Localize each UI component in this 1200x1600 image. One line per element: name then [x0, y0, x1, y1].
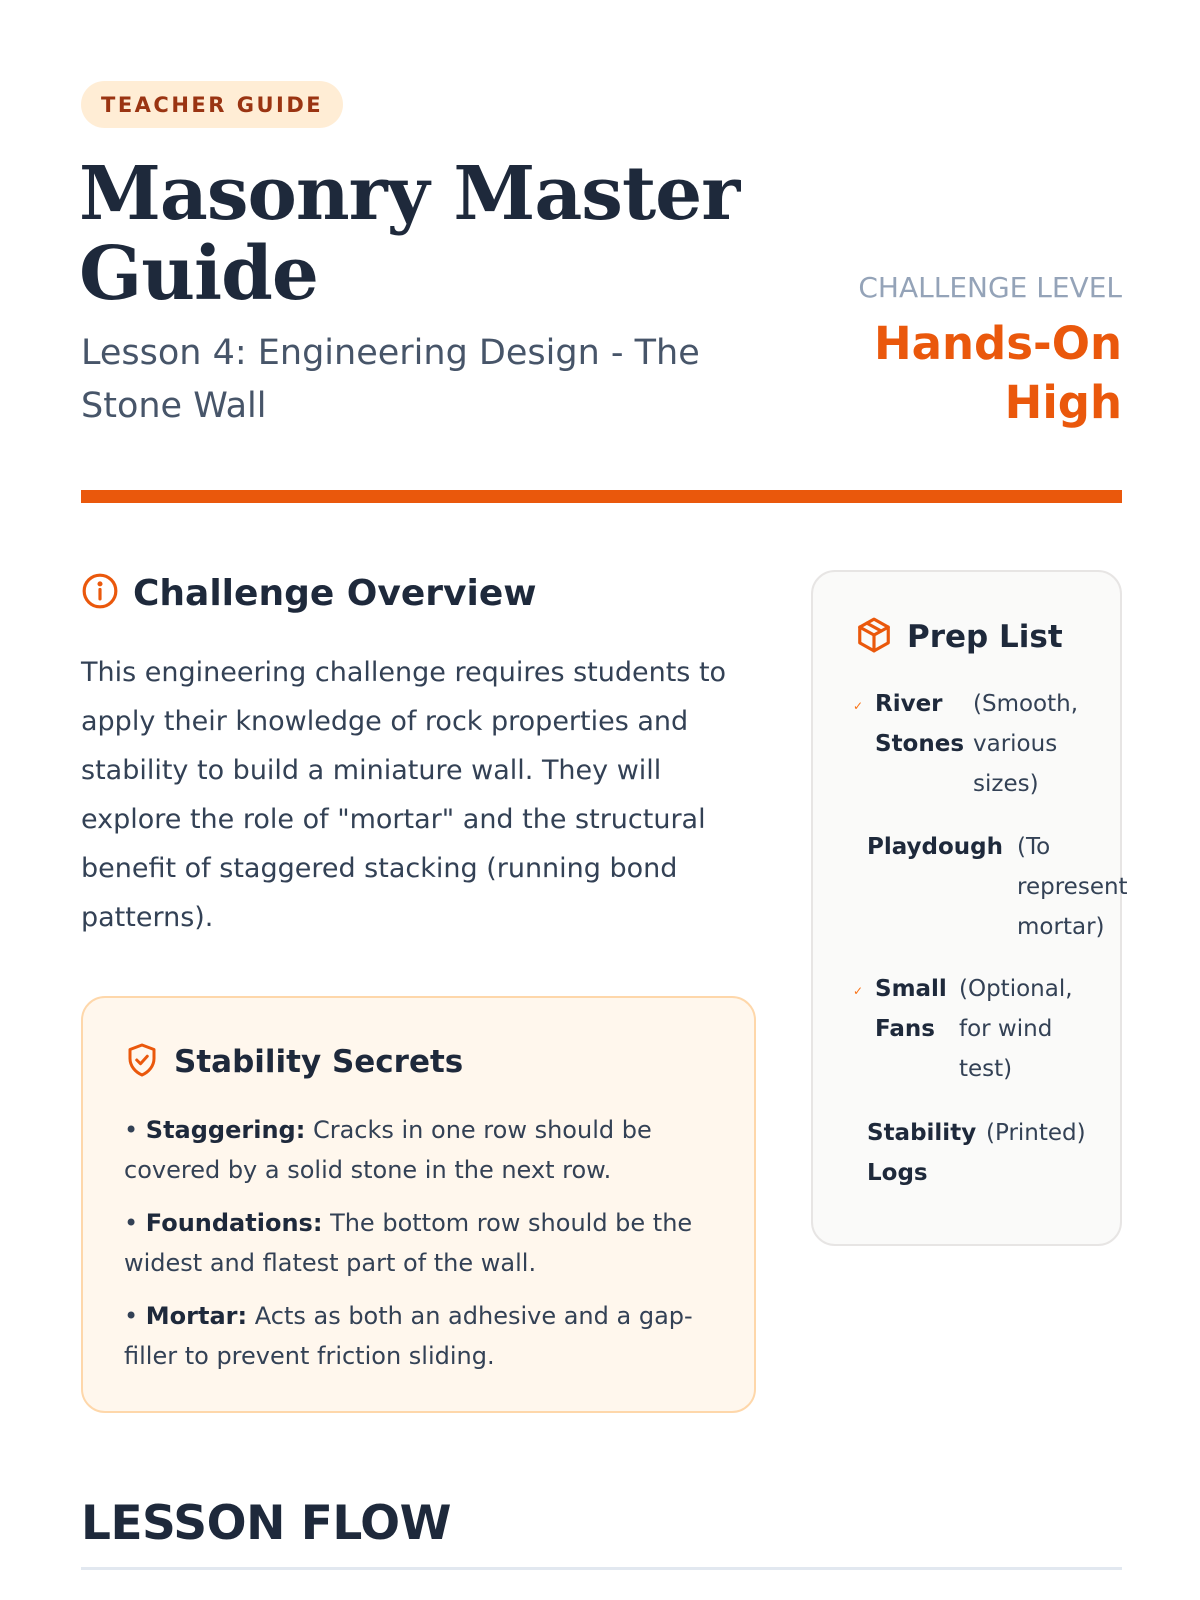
lesson-subtitle: Lesson 4: Engineering Design - The Stone Wall: [81, 333, 700, 426]
lesson-flow-heading: LESSON FLOW: [81, 1496, 451, 1551]
stability-term: Foundations:: [145, 1209, 323, 1237]
stability-term: Mortar:: [145, 1302, 248, 1330]
challenge-overview-heading: [81, 572, 537, 614]
prep-item-note: (Optional, for wind test): [959, 976, 1073, 1082]
prep-item-name: Playdough: [867, 834, 1004, 860]
list-item: • Staggering: Cracks in one row should be covered by a solid stone in the next row.: [124, 1116, 652, 1184]
challenge-level-value: Hands-On High: [873, 317, 1122, 429]
list-item: [867, 1113, 1086, 1193]
stability-text: Acts as both an adhesive and a gap-filler to prevent friction sliding.: [124, 1302, 693, 1370]
stability-secrets-title: Stability Secrets: [174, 1044, 464, 1080]
challenge-overview-title: Challenge Overview: [133, 572, 537, 614]
prep-item-name: River Stones: [875, 691, 965, 757]
header-divider: [81, 490, 1122, 503]
check-icon: ✓: [853, 699, 864, 713]
prep-list-heading: [855, 616, 1063, 658]
package-icon: [855, 616, 893, 658]
prep-item-name: Small Fans: [875, 976, 947, 1042]
challenge-overview-text: This engineering challenge requires students to apply their knowledge of rock properties and stability to build a miniature wall. They will explore the role of "mortar" and the structural benefit of staggered stacking (running bond patterns).: [81, 657, 727, 933]
prep-list-title: Prep List: [907, 619, 1063, 655]
list-item: [853, 969, 1094, 1089]
stability-secrets-callout: [81, 996, 756, 1413]
page-title: Masonry Master Guide: [79, 151, 740, 317]
prep-item-note: (Printed): [986, 1120, 1086, 1146]
info-icon: [81, 572, 119, 614]
lesson-flow-divider: [81, 1567, 1122, 1570]
stability-secrets-heading: [124, 1042, 463, 1082]
stability-text: The bottom row should be the widest and flatest part of the wall.: [124, 1209, 693, 1277]
teacher-guide-badge: TEACHER GUIDE: [81, 81, 343, 128]
prep-item-note: (To represent mortar): [1017, 834, 1128, 940]
stability-term: Staggering:: [145, 1116, 306, 1144]
stability-secrets-list: [124, 1110, 714, 1389]
shield-check-icon: [124, 1042, 160, 1082]
prep-item-name: Stability Logs: [867, 1120, 977, 1186]
list-item: [867, 827, 1147, 947]
prep-list-panel: [811, 570, 1128, 1246]
check-icon: ✓: [853, 984, 864, 998]
list-item: • Foundations: The bottom row should be the widest and flatest part of the wall.: [124, 1209, 693, 1277]
stability-text: Cracks in one row should be covered by a solid stone in the next row.: [124, 1116, 652, 1184]
prep-item-note: (Smooth, various sizes): [973, 691, 1079, 797]
challenge-level-label: CHALLENGE LEVEL: [858, 271, 1122, 304]
list-item: • Mortar: Acts as both an adhesive and a gap-filler to prevent friction sliding.: [124, 1302, 693, 1370]
list-item: [853, 684, 1093, 804]
